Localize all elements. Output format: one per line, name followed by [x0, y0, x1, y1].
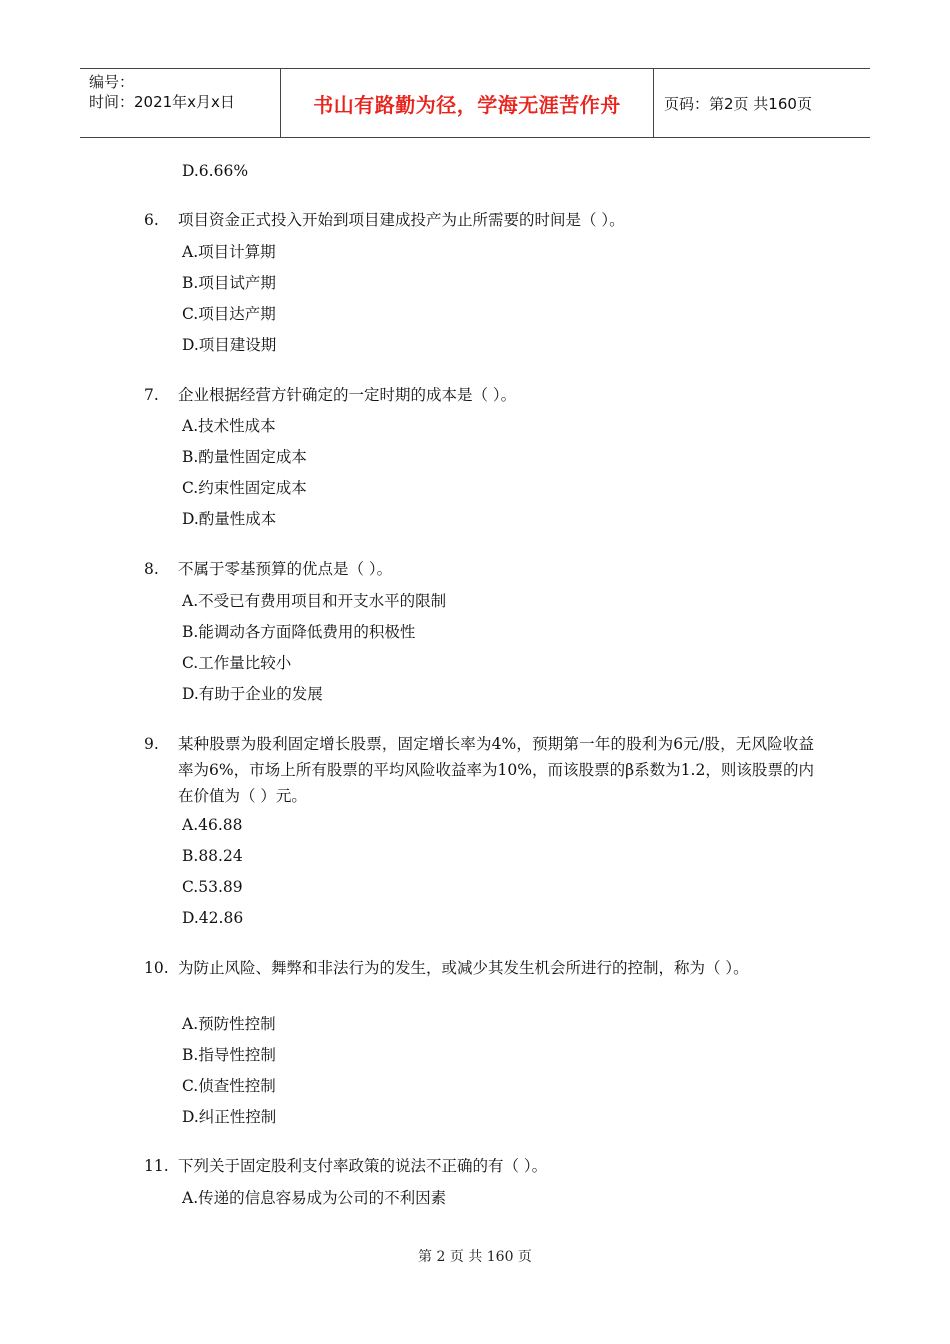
question-10: [144, 955, 814, 981]
option: B.能调动各方面降低费用的积极性: [182, 623, 416, 641]
prev-option: D.6.66%: [182, 162, 249, 180]
question-text: 项目资金正式投入开始到项目建成投产为止所需要的时间是（ ）。: [178, 211, 625, 229]
option: C.53.89: [182, 878, 243, 896]
header-motto: 书山有路勤为径，学海无涯苦作舟: [281, 69, 654, 137]
option: C.项目达产期: [182, 305, 276, 323]
option: B.指导性控制: [182, 1046, 276, 1064]
header-page-label: 页码：第2页 共160页: [664, 94, 812, 113]
question-text: 企业根据经营方针确定的一定时期的成本是（ ）。: [178, 386, 517, 404]
question-number: 11.: [144, 1157, 169, 1175]
question-number: 8.: [144, 560, 159, 578]
option: D.有助于企业的发展: [182, 685, 323, 703]
question-text: 某种股票为股利固定增长股票，固定增长率为4%，预期第一年的股利为6元/股，无风险收益率为6%，市场上所有股票的平均风险收益率为10%，而该股票的β系数为1.2，则该股票的内在价值为（ ）元。: [178, 735, 814, 805]
option: D.42.86: [182, 909, 244, 927]
option: B.酌量性固定成本: [182, 448, 307, 466]
code-label: 编号：: [89, 73, 135, 91]
question-7: [144, 382, 814, 408]
option: C.约束性固定成本: [182, 479, 307, 497]
question-number: 6.: [144, 211, 159, 229]
option: A.传递的信息容易成为公司的不利因素: [182, 1189, 447, 1207]
option: D.酌量性成本: [182, 510, 277, 528]
question-text: 为防止风险、舞弊和非法行为的发生，或减少其发生机会所进行的控制，称为（ ）。: [178, 959, 749, 977]
question-text: 下列关于固定股利支付率政策的说法不正确的有（ ）。: [178, 1157, 548, 1175]
question-6: [144, 207, 814, 233]
time-label: 时间：2021年x月x日: [89, 93, 235, 111]
option: C.工作量比较小: [182, 654, 292, 672]
question-8: [144, 556, 814, 582]
question-number: 10.: [144, 959, 169, 977]
option: A.预防性控制: [182, 1015, 276, 1033]
question-number: 9.: [144, 735, 159, 753]
page-header: [80, 68, 870, 138]
option: A.不受已有费用项目和开支水平的限制: [182, 592, 447, 610]
option: D.纠正性控制: [182, 1108, 277, 1126]
option: A.46.88: [182, 816, 243, 834]
option: A.技术性成本: [182, 417, 276, 435]
option: C.侦查性控制: [182, 1077, 276, 1095]
question-11: [144, 1153, 814, 1179]
question-number: 7.: [144, 386, 159, 404]
option: B.88.24: [182, 847, 243, 865]
option: D.项目建设期: [182, 336, 277, 354]
option: A.项目计算期: [182, 243, 276, 261]
header-meta: [80, 69, 281, 137]
question-9: [144, 731, 814, 809]
page-footer: 第 2 页 共 160 页: [418, 1249, 532, 1265]
question-text: 不属于零基预算的优点是（ ）。: [178, 560, 393, 578]
option: B.项目试产期: [182, 274, 276, 292]
